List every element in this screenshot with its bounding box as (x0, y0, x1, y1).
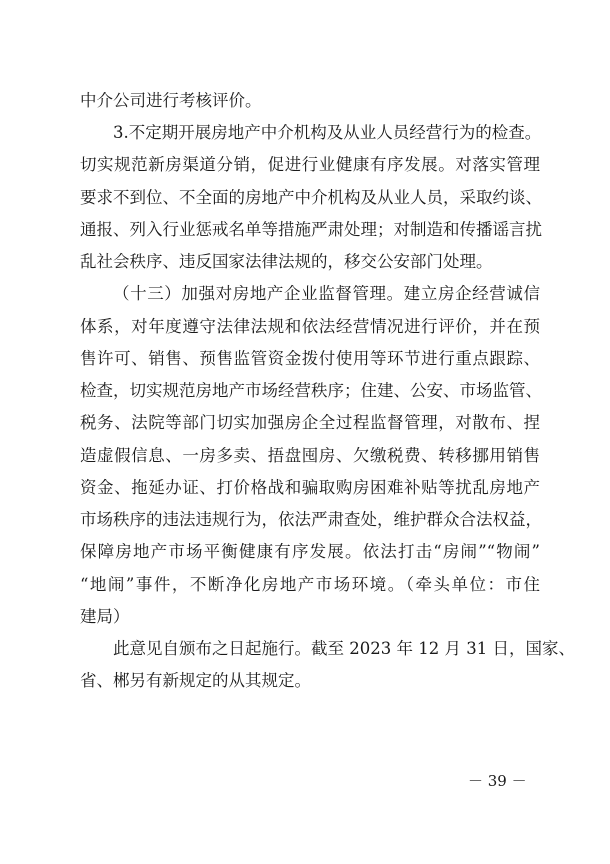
text-line-2: 3.不定期开展房地产中介机构及从业人员经营行为的检查。 (113, 123, 542, 142)
text-line-3: 切实规范新房渠道分销，促进行业健康有序发展。对落实管理 (80, 155, 540, 174)
text-line-7: （十三）加强对房地产企业监督管理。建立房企经营诚信 (113, 284, 540, 303)
text-line-14: 市场秩序的违法违规行为，依法严肃查处，维护群众合法权益， (80, 510, 542, 529)
text-line-13: 资金、拖延办证、打价格战和骗取购房困难补贴等扰乱房地产 (80, 478, 540, 497)
text-line-18: 此意见自颁布之日起施行。截至 2023 年 12 月 31 日，国家、 (113, 639, 575, 658)
text-line-6: 乱社会秩序、违反国家法律法规的，移交公安部门处理。 (80, 252, 493, 271)
text-line-4: 要求不到位、不全面的房地产中介机构及从业人员，采取约谈、 (80, 188, 542, 207)
text-line-5: 通报、列入行业惩戒名单等措施严肃处理；对制造和传播谣言扰 (80, 220, 542, 239)
text-line-8: 体系，对年度遵守法律法规和依法经营情况进行评价，并在预 (80, 317, 540, 336)
text-line-19: 省、郴另有新规定的从其规定。 (80, 671, 311, 690)
page-number: － 39 － (468, 772, 527, 790)
text-line-1: 中介公司进行考核评价。 (80, 91, 262, 110)
text-line-11: 税务、法院等部门切实加强房企全过程监督管理，对散布、捏 (80, 413, 540, 432)
text-line-10: 检查，切实规范房地产市场经营秩序；住建、公安、市场监管、 (80, 381, 542, 400)
text-line-9: 售许可、销售、预售监管资金拨付使用等环节进行重点跟踪、 (80, 349, 540, 368)
text-line-15: 保障房地产市场平衡健康有序发展。依法打击“房闹”“物闹” (80, 542, 540, 561)
text-line-12: 造虚假信息、一房多卖、捂盘囤房、欠缴税费、转移挪用销售 (80, 446, 540, 465)
text-line-16: “地闹”事件，不断净化房地产市场环境。（牵头单位：市住 (80, 575, 540, 594)
text-line-17: 建局） (80, 607, 130, 626)
